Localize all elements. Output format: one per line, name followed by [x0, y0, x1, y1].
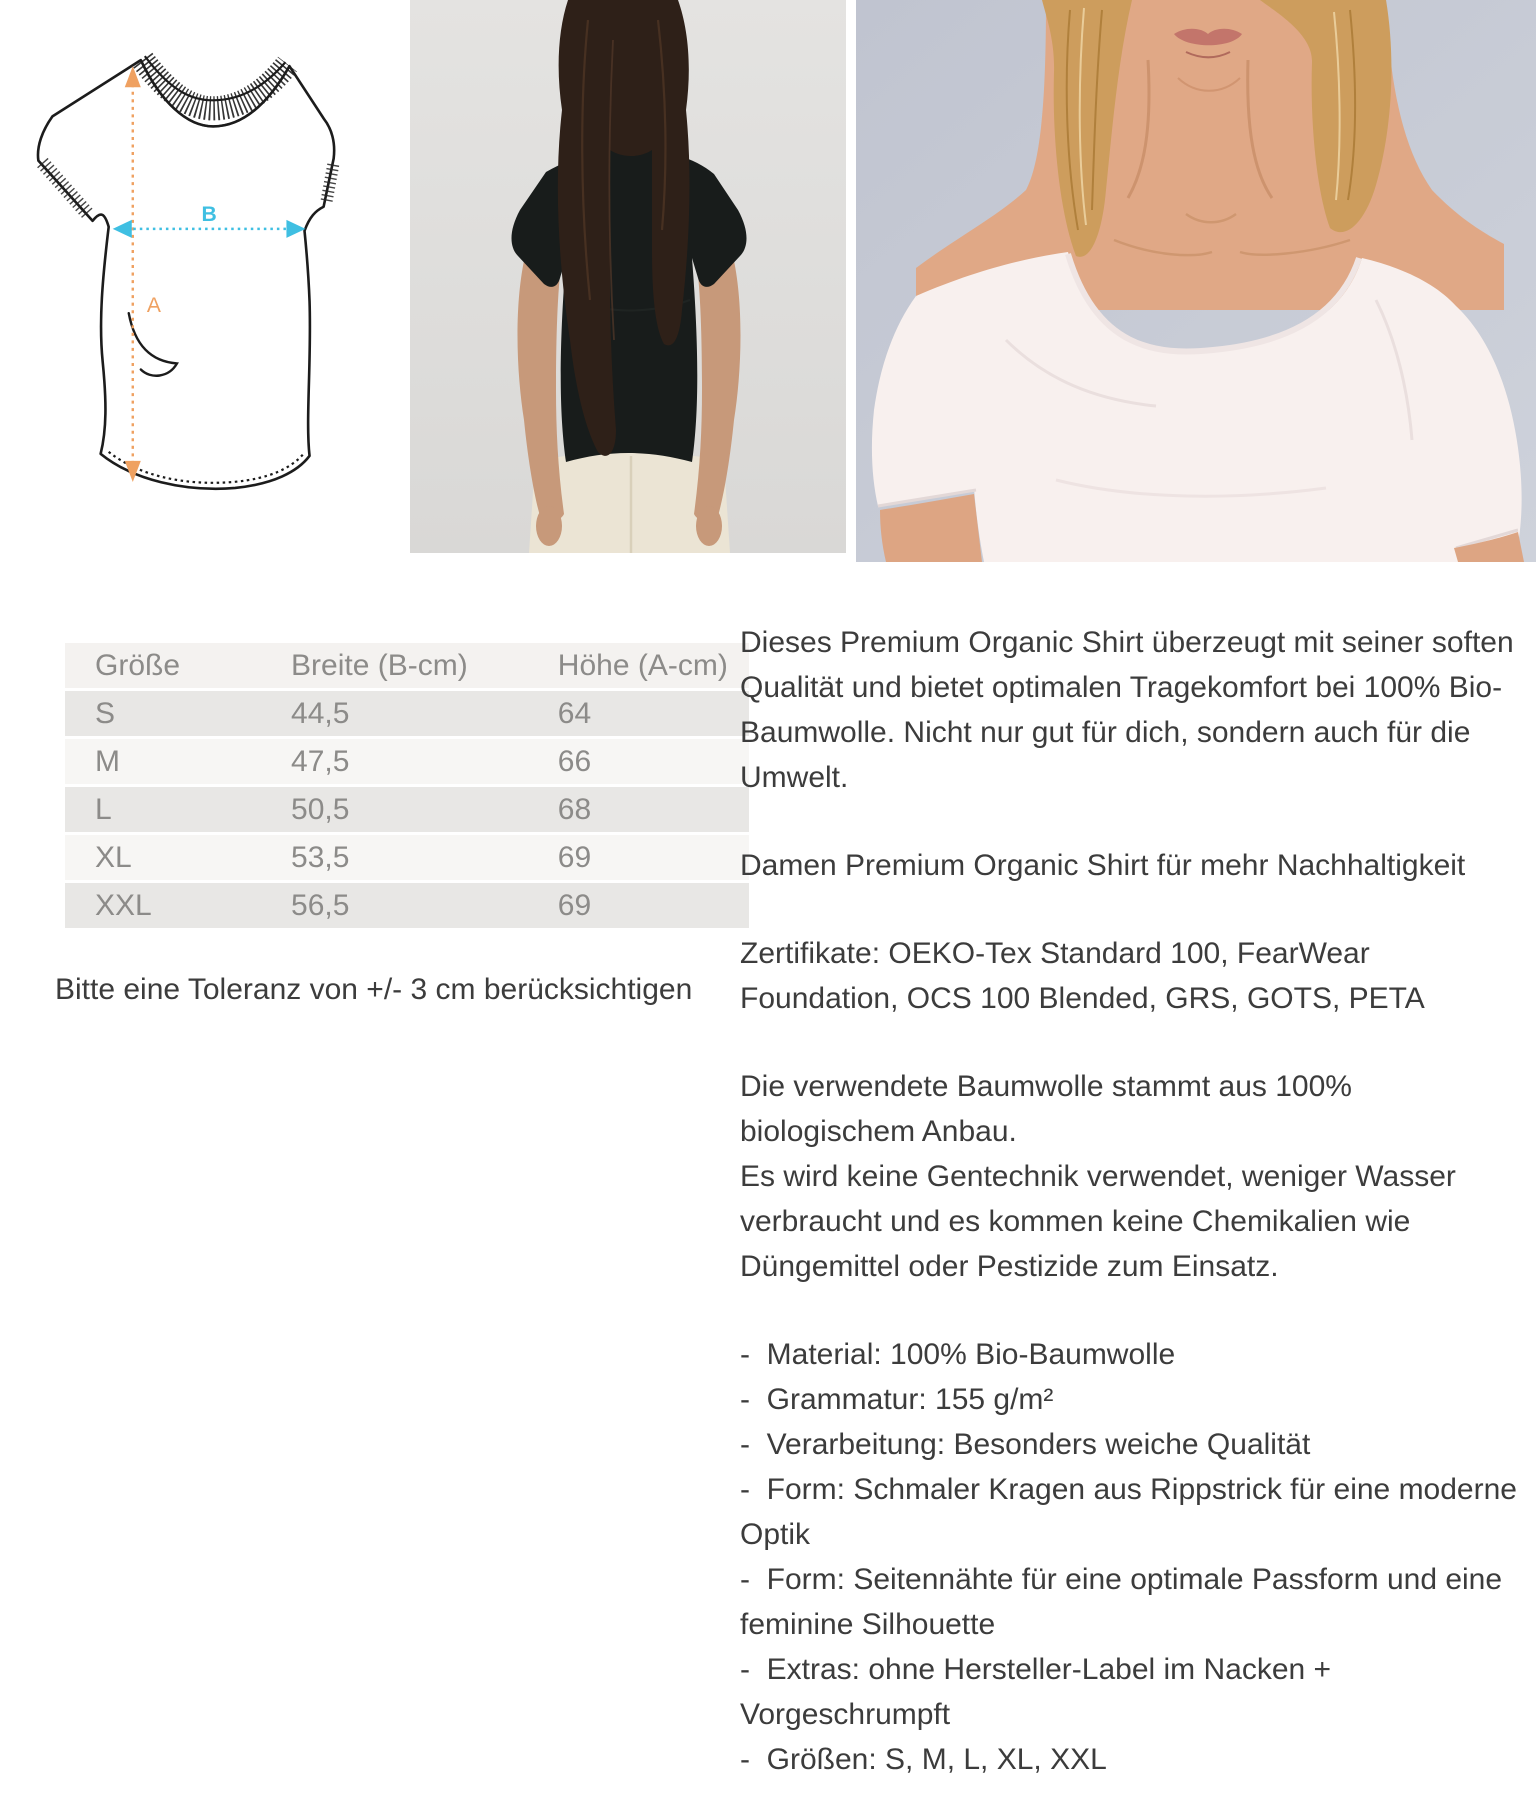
size-table-cell: 53,5 — [291, 840, 350, 874]
description-paragraph: Zertifikate: OEKO-Tex Standard 100, FearWear Foundation, OCS 100 Blended, GRS, GOTS, PETA — [740, 937, 1425, 1015]
size-table-header-groesse: Größe — [95, 648, 181, 682]
description-bullet: - Form: Seitennähte für eine optimale Passform und eine feminine Silhouette — [740, 1563, 1503, 1641]
description-bullet: - Verarbeitung: Besonders weiche Qualität — [740, 1428, 1311, 1461]
size-table-cell: XXL — [95, 888, 152, 922]
description-bullet: - Größen: S, M, L, XL, XXL — [740, 1743, 1107, 1776]
tshirt-outline-drawing — [38, 56, 334, 489]
size-measurement-diagram — [28, 30, 340, 492]
size-table-cell: 50,5 — [291, 792, 350, 826]
size-table-cell: 69 — [557, 888, 592, 922]
size-table-cell: 69 — [557, 840, 592, 874]
product-media-row — [0, 0, 1536, 570]
size-table-header-hoehe: Höhe (A-cm) — [557, 648, 728, 682]
label-b: B — [201, 202, 217, 226]
size-table-row — [65, 739, 749, 784]
size-table-header-row — [65, 643, 749, 688]
size-table-cell: M — [95, 744, 120, 778]
size-table-row — [65, 835, 749, 880]
product-photo-front-view — [856, 0, 1536, 562]
size-table-row — [65, 787, 749, 832]
description-bullet: - Grammatur: 155 g/m² — [740, 1383, 1054, 1416]
size-table-row — [65, 883, 749, 928]
description-bullet: - Material: 100% Bio-Baumwolle — [740, 1338, 1176, 1371]
tolerance-note: Bitte eine Toleranz von +/- 3 cm berücksichtigen — [55, 973, 693, 1006]
size-table-cell: 66 — [557, 744, 592, 778]
size-table-cell: 47,5 — [291, 744, 350, 778]
description-bullet: - Form: Schmaler Kragen aus Rippstrick für eine moderne Optik — [740, 1473, 1517, 1551]
size-table-cell: L — [95, 792, 112, 826]
size-table-cell: 64 — [557, 696, 592, 730]
description-bullet-list — [740, 1332, 1532, 1782]
product-description — [740, 620, 1532, 1782]
description-paragraph: Die verwendete Baumwolle stammt aus 100% biologischem Anbau. Es wird keine Gentechnik verwendet, weniger Wasser verbraucht und es kommen keine Chemikalien wie Düngemittel oder Pestizide zum Einsatz. — [740, 1070, 1456, 1283]
size-table-row — [65, 691, 749, 736]
size-table-cell: S — [95, 696, 116, 730]
description-paragraph: Damen Premium Organic Shirt für mehr Nachhaltigkeit — [740, 849, 1466, 882]
label-a: A — [146, 294, 161, 318]
size-table-cell: XL — [95, 840, 132, 874]
size-table-cell: 44,5 — [291, 696, 350, 730]
size-table-cell: 56,5 — [291, 888, 350, 922]
description-paragraph: Dieses Premium Organic Shirt überzeugt mit seiner soften Qualität und bietet optimalen Tragekomfort bei 100% Bio-Baumwolle. Nicht nur gut für dich, sondern auch für die Umwelt. — [740, 626, 1514, 794]
size-table-cell: 68 — [557, 792, 592, 826]
product-photo-back-view — [410, 0, 846, 553]
size-table — [65, 640, 749, 931]
description-paragraphs — [740, 620, 1532, 1289]
size-table-header-breite: Breite (B-cm) — [291, 648, 468, 682]
description-bullet: - Extras: ohne Hersteller-Label im Nacken + Vorgeschrumpft — [740, 1653, 1332, 1731]
